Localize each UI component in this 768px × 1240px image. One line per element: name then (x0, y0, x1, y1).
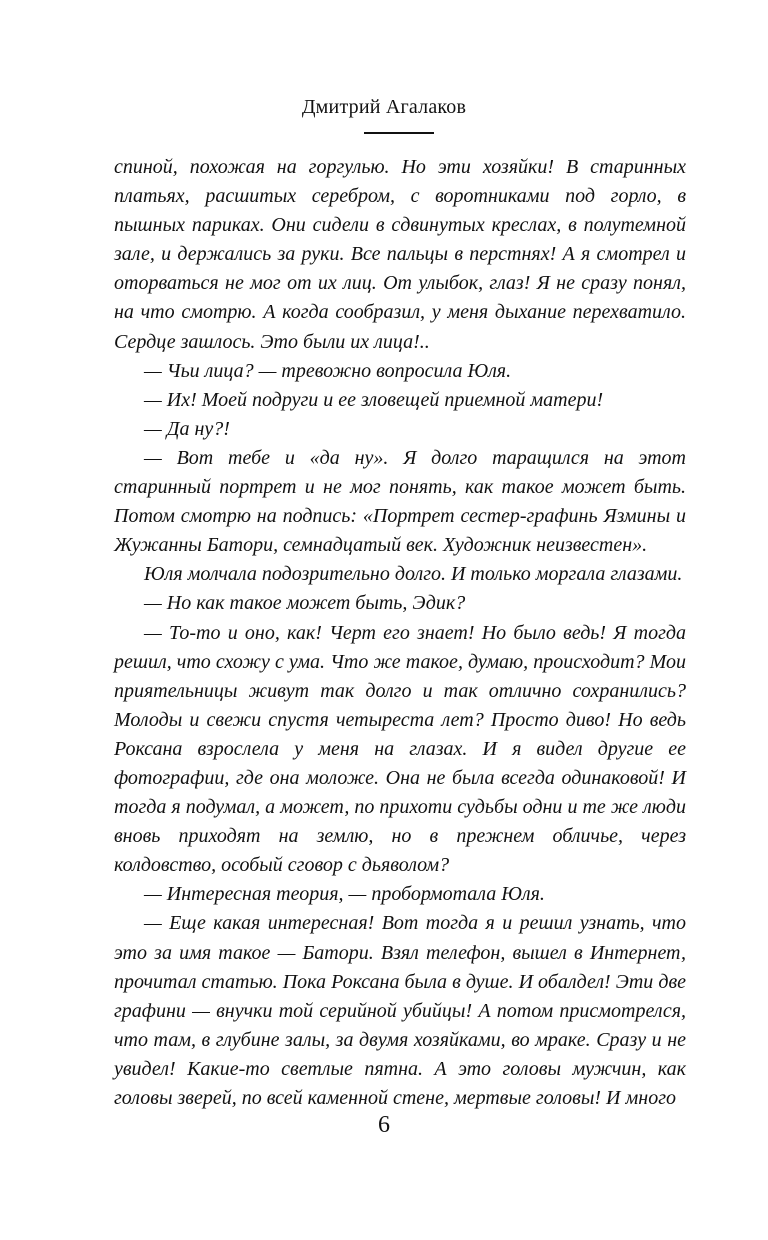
running-header-author: Дмитрий Агалаков (301, 96, 467, 118)
paragraph: — Вот тебе и «да ну». Я долго таращился на этот старинный портрет и не мог понять, как такое может быть. Потом смотрю на подпись: «Портрет сестер-графинь Язмины и Жужанны Батори, семнадцатый век. Художник неизвестен». (114, 446, 686, 557)
paragraph: — Интересная теория, — пробормотала Юля. (144, 883, 545, 906)
body-text (114, 153, 686, 1113)
paragraph: — То-то и оно, как! Черт его знает! Но было ведь! Я тогда решил, что схожу с ума. Что же такое, думаю, происходит? Мои приятельницы живут так долго и так отлично сохранились? Молоды и свежи спустя четыреста лет? Просто диво! Но ведь Роксана взрослела у меня на глазах. И я видел другие ее фотографии, где она моложе. Она не была всегда одинаковой! И тогда я подумал, а может, по прихоти судьбы одни и те же люди вновь приходят на землю, но в прежнем обличье, через колдовство, особый сговор с дьяволом? (114, 621, 686, 877)
paragraph: — Их! Моей подруги и ее зловещей приемной матери! (144, 388, 604, 411)
paragraph: Юля молчала подозрительно долго. И только моргала глазами. (144, 563, 683, 586)
paragraph: — Чьи лица? — тревожно вопросила Юля. (144, 359, 512, 382)
page-number: 6 (378, 1112, 390, 1138)
header-rule (364, 132, 434, 134)
paragraph-continuation: спиной, похожая на горгулью. Но эти хозяйки! В старинных платьях, расшитых серебром, с воротниками под горло, в пышных париках. Они сидели в сдвинутых креслах, в полутемной зале, и держались за руки. Все пальцы в перстнях! А я смотрел и оторваться не мог от их лиц. От улыбок, глаз! Я не сразу понял, на что смотрю. А когда сообразил, у меня дыхание перехватило. Сердце зашлось. Это были их лица!.. (114, 156, 686, 353)
paragraph: — Но как такое может быть, Эдик? (144, 592, 466, 615)
paragraph: — Еще какая интересная! Вот тогда я и решил узнать, что это за имя такое — Батори. Взял телефон, вышел в Интернет, прочитал статью. Пока Роксана была в душе. И обалдел! Эти две графини — внучки той серийной убийцы! А потом присмотрелся, что там, в глубине залы, за двумя хозяйками, во мраке. Сразу и не увидел! Какие-то светлые пятна. А это головы мужчин, как головы зверей, по всей каменной стене, мертвые головы! И много (114, 912, 686, 1109)
paragraph: — Да ну?! (144, 417, 230, 440)
